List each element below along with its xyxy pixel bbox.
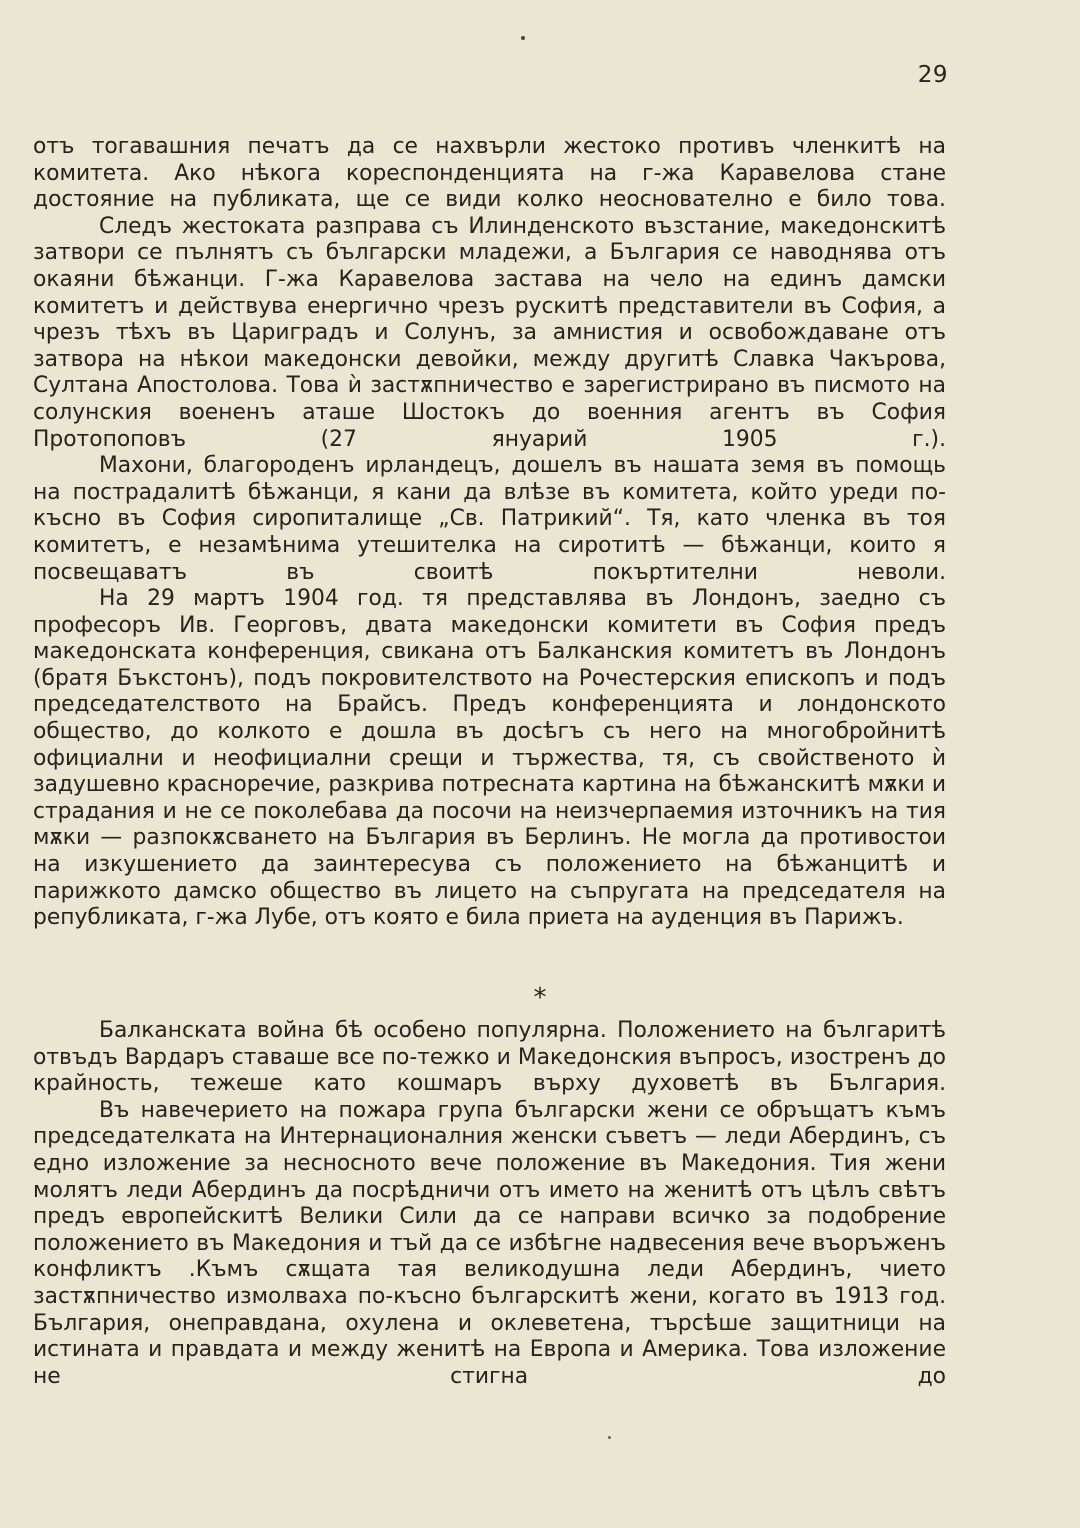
paragraph-5: Балканската война бѣ особено популярна. Положението на българитѣ отвъдъ Вардаръ ставаше все по-тежко и Македонския въпросъ, изостренъ до крайность, тежеше като кошмаръ върху духоветѣ въ България. bbox=[33, 1018, 946, 1097]
paragraph-3: Махони, благороденъ ирландецъ, дошелъ въ нашата земя въ помощь на пострадалитѣ бѣжанци, я кани да влѣзе въ комитета, който уреди по-късно въ София сиропиталище „Св. Патрикий“. Тя, като членка въ тоя комитетъ, е незамѣнима утешителка на сиротитѣ — бѣжанци, които я посвещаватъ въ своитѣ покъртителни неволи. bbox=[33, 453, 946, 585]
paragraph-4: На 29 мартъ 1904 год. тя представлява въ Лондонъ, заедно съ професоръ Ив. Георговъ, двата македонски комитети въ София предъ македонската конференция, свикана отъ Балканския комитетъ въ Лондонъ (братя Бъкстонъ), подъ покровителството на Рочестерския епископъ и подъ председателството на Брайсъ. Предъ конференцията и лондонското общество, до колкото е дошла въ досѣгъ съ него на многобройнитѣ официални и неофициални срещи и тържества, тя, съ свойственото ѝ задушевно красноречие, разкрива потресната картина на бѣжанскитѣ мѫки и страдания и не се поколебава да посочи на неизчерпаемия източникъ на тия мѫки — разпокѫсването на България въ Берлинъ. Не могла да противостои на изкушението да заинтересува съ положението на бѣжанцитѣ и парижкото дамско общество въ лицето на съпругата на председателя на републиката, г-жа Лубе, отъ която е била приета на ауденция въ Парижъ. bbox=[33, 586, 946, 931]
section-separator: * bbox=[533, 983, 547, 1013]
ink-dot-mark bbox=[521, 36, 525, 40]
text-section-1 bbox=[33, 134, 946, 932]
paragraph-6: Въ навечерието на пожара група български жени се обръщатъ къмъ председателката на Интернационалния женски съветъ — леди Абердинъ, съ едно изложение за несносното вече положение въ Македония. Тия жени молятъ леди Абердинъ да посрѣдничи отъ името на женитѣ отъ цѣлъ свѣтъ предъ европейскитѣ Велики Сили да се направи всичко за подобрение положението въ Македония и тъй да се избѣгне надвесения вече въоръженъ конфликтъ .Къмъ сѫщата тая великодушна леди Абердинъ, чието застѫпничество измолваха по-късно българскитѣ жени, когато въ 1913 год. България, онеправдана, охулена и оклеветена, търсѣше защитници на истината и правдата и между женитѣ на Европа и Америка. Това изложение не стигна до bbox=[33, 1097, 946, 1389]
page-number: 29 bbox=[917, 62, 948, 88]
ink-dot-mark bbox=[608, 1436, 611, 1439]
paragraph-2: Следъ жестоката разправа съ Илинденското възстание, македонскитѣ затвори се пълнятъ съ български младежи, а България се наводнява отъ окаяни бѣжанци. Г-жа Каравелова застава на чело на единъ дамски комитетъ и действува енергично чрезъ рускитѣ представители въ София, а чрезъ тѣхъ въ Цариградъ и Солунъ, за амнистия и освобождаване отъ затвора на нѣкои македонски девойки, между другитѣ Славка Чакърова, Султана Апостолова. Това ѝ застѫпничество е зарегистрирано въ писмото на солунския воененъ аташе Шостокъ до военния агентъ въ София Протопоповъ (27 януарий 1905 г.). bbox=[33, 213, 946, 452]
text-section-2 bbox=[33, 1018, 946, 1390]
paragraph-1: отъ тогавашния печатъ да се нахвърли жестоко противъ членкитѣ на комитета. Ако нѣкога кореспонденцията на г-жа Каравелова стане достояние на публиката, ще се види колко неосновaтелно е било това. bbox=[33, 134, 946, 213]
